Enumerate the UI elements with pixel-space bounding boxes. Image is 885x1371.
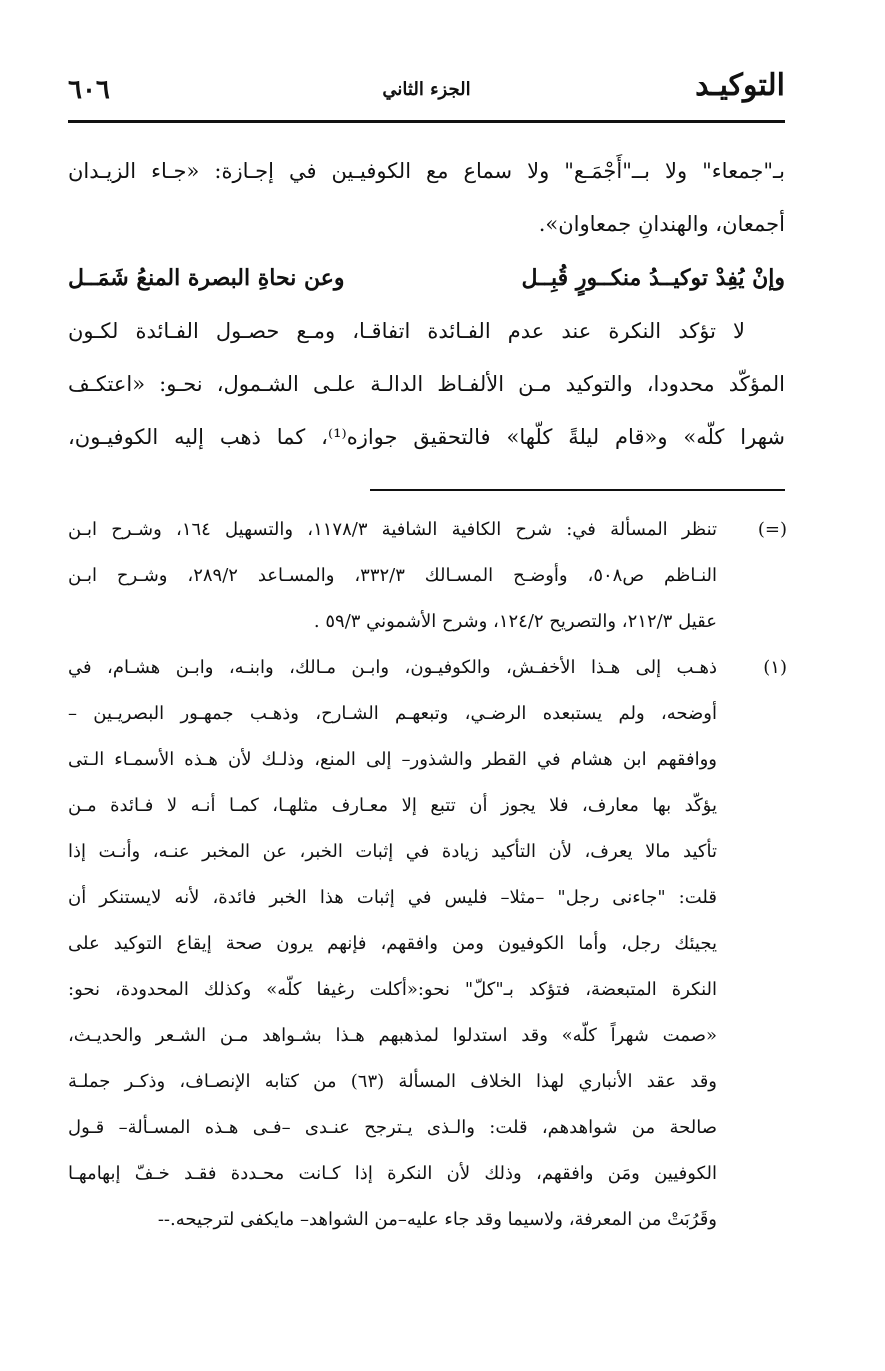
- verse-second-hemistich: وعن نحاةِ البصرة المنعُ شَمَــل: [68, 265, 345, 291]
- footnote-line: «صمت شهراً كلّه» وقد استدلوا لمذهبهم هـذا بشـواهد مـن الشـعر والحديـث،: [68, 1025, 717, 1046]
- footnote-line: النـاظم ص٥٠٨، وأوضـح المسـالك ٣٣٢/٣، والمسـاعد ٢٨٩/٢، وشـرح ابـن: [68, 565, 718, 586]
- footnote-line: أوضحه، ولم يستبعده الرضـي، وتبعهـم الشـارح، وذهـب جمهـور البصريـين –: [68, 703, 717, 724]
- footnotes: [68, 507, 787, 1243]
- footnote-sources: [68, 507, 787, 645]
- text-line: المؤكّد محدودا، والتوكيد مـن الألفـاظ الدالـة علـى الشـمول، نحـو: «اعتكـف: [68, 372, 785, 396]
- footnote-line: عقيل ٢١٢/٣، والتصريح ١٢٤/٢، وشرح الأشموني ٥٩/٣ .: [313, 611, 717, 632]
- footnote-line: صالحة من شواهدهم، قلت: والـذى يـترجح عنـدى –فـى هـذه المسـألة– قـول: [68, 1117, 717, 1138]
- footnote-line: وقَرُبَتْ من المعرفة، ولاسيما وقد جاء عليه–من الشواهد– مايكفى لترجيحه.--: [157, 1209, 717, 1230]
- verse-first-hemistich: وإنْ يُفِدْ توكيــدُ منكــورٍ قُبِــل: [521, 265, 785, 291]
- text-line: لا تؤكد النكرة عند عدم الفـائدة اتفاقـا، ومـع حصـول الفـائدة لكـون: [68, 319, 745, 343]
- footnote-line: يجيئك رجل، وأما الكوفيون ومن وافقهم، فإنهم يرون صحة إيقاع التوكيد على: [68, 933, 717, 954]
- header-rule: [68, 120, 785, 123]
- chapter-title: التوكيـد: [695, 68, 785, 103]
- footnote-line: وقد عقد الأنباري لهذا الخلاف المسألة (٦٣) من كتابه الإنصـاف، وذكـر جملـة: [68, 1071, 717, 1092]
- main-text: [68, 145, 785, 464]
- running-header: [68, 62, 785, 114]
- footnote-line: تأكيد مالا يعرف، لأن التأكيد زيادة في إثبات الخبر، عن المخبر عنـه، وأنـت إذا: [68, 841, 717, 862]
- footnote-1: [68, 645, 787, 1243]
- footnote-marker: (=): [757, 519, 787, 540]
- footnote-marker: (١): [763, 657, 787, 678]
- text-line: شهرا كلّه» و«قام ليلةً كلّها» فالتحقيق جوازه⁽¹⁾، كما ذهب إليه الكوفيـون،: [68, 425, 785, 449]
- footnote-line: النكرة المتبعضة، فتؤكد بـ"كلّ" نحو:«أكلت رغيفا كلّه» وكذلك المحدودة، نحو:: [68, 979, 717, 1000]
- text-line: أجمعان، والهندانِ جمعاوان».: [538, 212, 785, 236]
- verse-line: [68, 251, 785, 305]
- footnote-line: تنظر المسألة في: شرح الكافية الشافية ١١٧٨/٣، والتسهيل ١٦٤، وشـرح ابـن: [68, 519, 718, 540]
- text-line: بـ"جمعاء" ولا بــ"أَجْمَـع" ولا سماع مع الكوفيـين في إجـازة: «جـاء الزيـدان: [68, 159, 785, 183]
- footnote-line: ذهـب إلى هـذا الأخفـش، والكوفيـون، وابـن مـالك، وابنـه، وابـن هشـام، في: [68, 657, 717, 678]
- volume-label: الجزء الثاني: [382, 79, 471, 100]
- footnote-line: يؤكّد بها معارف، فلا يجوز أن تتبع إلا معـارف مثلهـا، كمـا أنـه لا فـائدة مـن: [68, 795, 717, 816]
- footnote-line: الكوفيين ومَن وافقهم، وذلك لأن النكرة إذا كـانت محـددة فقـد خـفّ إبهامهـا: [68, 1163, 717, 1184]
- footnote-line: قلت: "جاءنى رجل" –مثلا– فليس في إثبات هذا الخبر فائدة، لأنه لايستنكر أن: [68, 887, 717, 908]
- footnote-separator: [370, 489, 785, 491]
- footnote-line: ووافقهم ابن هشام في القطر والشذور– إلى المنع، وذلـك لأن هـذه الأسمـاء الـتى: [68, 749, 717, 770]
- page-number: ٦٠٦: [68, 75, 110, 105]
